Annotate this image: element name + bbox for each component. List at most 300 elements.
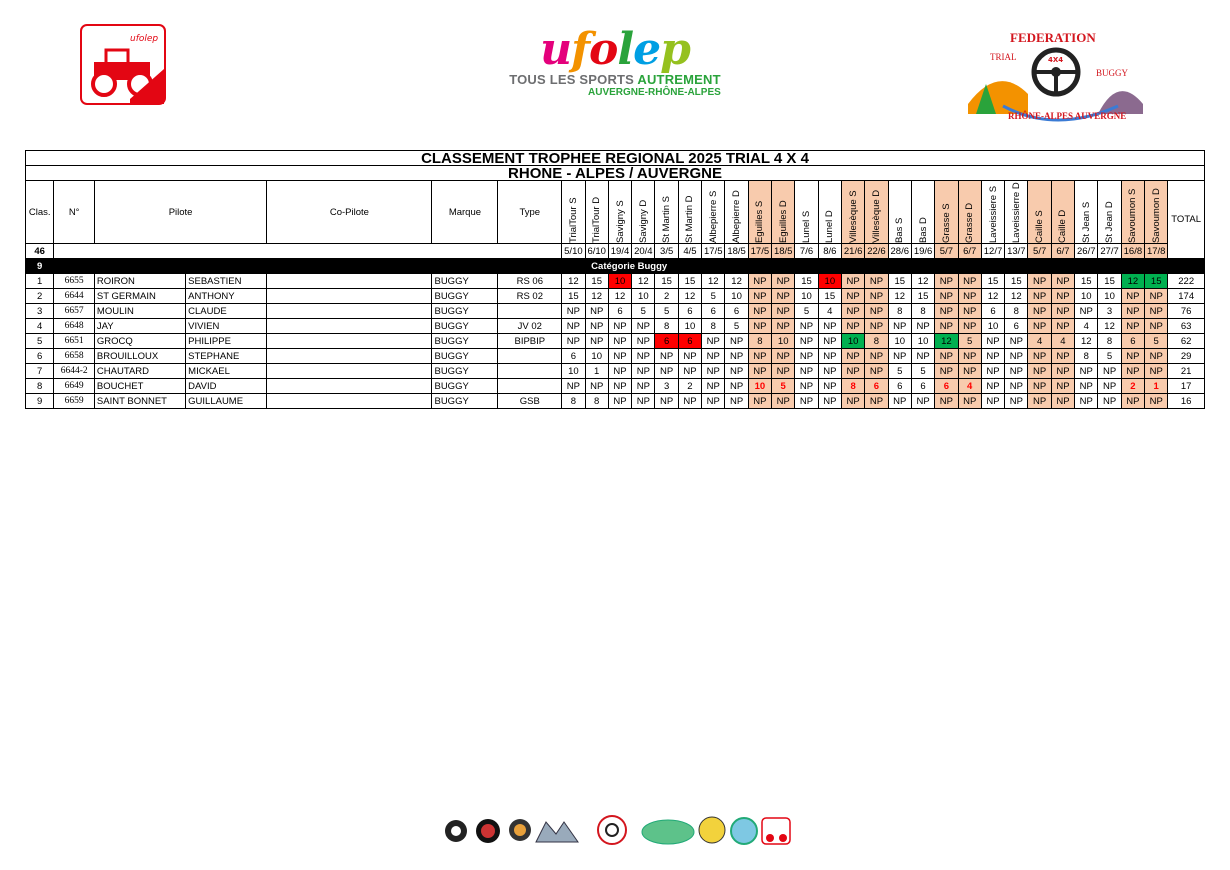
row-score: NP <box>935 289 958 304</box>
event-name: TrialTour S <box>567 197 579 243</box>
row-nom: MOULIN <box>94 304 185 319</box>
table-row <box>26 304 1205 319</box>
row-score: 3 <box>1098 304 1121 319</box>
row-score: 2 <box>1121 379 1144 394</box>
row-score: NP <box>795 394 818 409</box>
federation-trial-buggy-logo <box>958 24 1148 124</box>
row-total: 76 <box>1168 304 1205 319</box>
header-event <box>608 181 631 244</box>
table-title: CLASSEMENT TROPHEE REGIONAL 2025 TRIAL 4 X 4 <box>26 151 1205 166</box>
row-clas: 6 <box>26 349 54 364</box>
row-clas: 5 <box>26 334 54 349</box>
event-date: 5/10 <box>562 244 585 259</box>
row-score: 12 <box>562 274 585 289</box>
row-score: NP <box>608 379 631 394</box>
event-name: Laveissierre D <box>1010 182 1022 243</box>
row-num: 6648 <box>54 319 95 334</box>
row-score: NP <box>958 274 981 289</box>
ufolep-trial-logo <box>80 24 166 105</box>
category-count: 9 <box>26 259 54 274</box>
row-copilote <box>267 349 432 364</box>
row-score: 2 <box>678 379 701 394</box>
header-event <box>1028 181 1051 244</box>
row-score: NP <box>1098 394 1121 409</box>
row-score: NP <box>795 364 818 379</box>
row-num: 6659 <box>54 394 95 409</box>
row-score: NP <box>772 304 795 319</box>
row-score: 10 <box>678 319 701 334</box>
svg-text:RHÔNE-ALPES AUVERGNE: RHÔNE-ALPES AUVERGNE <box>1008 111 1127 121</box>
header-event <box>958 181 981 244</box>
row-score: NP <box>865 364 888 379</box>
event-date: 5/7 <box>1028 244 1051 259</box>
table-row <box>26 364 1205 379</box>
event-name: Eguilles D <box>777 200 789 243</box>
event-name: Albepierre S <box>707 190 719 243</box>
row-score: 12 <box>702 274 725 289</box>
row-score: NP <box>702 364 725 379</box>
row-score: 3 <box>655 379 678 394</box>
row-marque: BUGGY <box>432 289 498 304</box>
row-type <box>498 304 562 319</box>
row-score: 15 <box>911 289 934 304</box>
header-event <box>1051 181 1074 244</box>
row-score: NP <box>608 394 631 409</box>
competitor-count: 46 <box>26 244 54 259</box>
row-score: NP <box>1121 364 1144 379</box>
row-score: NP <box>1145 349 1168 364</box>
event-date: 20/4 <box>632 244 655 259</box>
row-score: NP <box>818 334 841 349</box>
row-score: 5 <box>725 319 748 334</box>
row-score: NP <box>655 394 678 409</box>
row-score: NP <box>748 349 771 364</box>
row-score: NP <box>865 349 888 364</box>
row-prenom: SEBASTIEN <box>186 274 267 289</box>
row-num: 6644-2 <box>54 364 95 379</box>
event-date: 18/5 <box>772 244 795 259</box>
row-score: NP <box>795 379 818 394</box>
row-num: 6658 <box>54 349 95 364</box>
row-score: NP <box>772 274 795 289</box>
row-score: NP <box>958 304 981 319</box>
row-score: NP <box>562 379 585 394</box>
row-score: NP <box>725 394 748 409</box>
row-score: NP <box>1051 379 1074 394</box>
event-name: Bas S <box>894 217 906 243</box>
ufolep-logo <box>500 24 730 108</box>
row-score: NP <box>725 364 748 379</box>
row-score: NP <box>935 304 958 319</box>
svg-text:FEDERATION: FEDERATION <box>1010 30 1096 45</box>
row-score: NP <box>725 334 748 349</box>
row-score: NP <box>702 349 725 364</box>
category-label: Catégorie Buggy <box>54 259 1205 274</box>
row-score: NP <box>1051 289 1074 304</box>
row-score: 10 <box>748 379 771 394</box>
row-score: NP <box>748 304 771 319</box>
event-name: Savigny S <box>614 200 626 243</box>
ufolep-region: AUVERGNE-RHÔNE-ALPES <box>588 87 721 98</box>
row-score: 10 <box>981 319 1004 334</box>
header-event <box>981 181 1004 244</box>
row-score: NP <box>1028 349 1051 364</box>
row-score: NP <box>958 319 981 334</box>
row-score: NP <box>725 349 748 364</box>
row-score: NP <box>632 379 655 394</box>
row-score: 5 <box>655 304 678 319</box>
row-score: 6 <box>562 349 585 364</box>
row-score: NP <box>608 349 631 364</box>
row-score: 4 <box>1028 334 1051 349</box>
header-event <box>725 181 748 244</box>
row-prenom: ANTHONY <box>186 289 267 304</box>
row-score: 8 <box>911 304 934 319</box>
header-event <box>632 181 655 244</box>
row-score: NP <box>1028 394 1051 409</box>
row-score: NP <box>818 364 841 379</box>
row-score: 5 <box>1098 349 1121 364</box>
row-score: NP <box>655 349 678 364</box>
row-score: 15 <box>1098 274 1121 289</box>
row-score: NP <box>1121 304 1144 319</box>
row-total: 62 <box>1168 334 1205 349</box>
header-type: Type <box>498 181 562 244</box>
row-total: 21 <box>1168 364 1205 379</box>
row-nom: ROIRON <box>94 274 185 289</box>
row-score: NP <box>935 349 958 364</box>
row-nom: BOUCHET <box>94 379 185 394</box>
event-name: St Jean S <box>1080 201 1092 243</box>
row-score: 12 <box>911 274 934 289</box>
sponsor-logo-5 <box>598 816 626 844</box>
row-score: NP <box>725 379 748 394</box>
row-score: NP <box>632 319 655 334</box>
sponsor-logo-8 <box>731 818 757 844</box>
header-event <box>865 181 888 244</box>
row-score: 4 <box>818 304 841 319</box>
header-event <box>562 181 585 244</box>
row-score: NP <box>865 289 888 304</box>
row-score: NP <box>608 334 631 349</box>
row-score: 8 <box>888 304 911 319</box>
row-score: NP <box>562 334 585 349</box>
row-score: NP <box>911 394 934 409</box>
event-date: 26/7 <box>1075 244 1098 259</box>
row-score: 10 <box>1075 289 1098 304</box>
row-score: NP <box>1121 394 1144 409</box>
row-score: 8 <box>1005 304 1028 319</box>
row-score: NP <box>818 394 841 409</box>
header-event <box>678 181 701 244</box>
event-date: 3/5 <box>655 244 678 259</box>
row-score: 6 <box>702 304 725 319</box>
row-score: NP <box>841 274 864 289</box>
row-score: 15 <box>1005 274 1028 289</box>
row-score: NP <box>981 394 1004 409</box>
row-score: NP <box>1121 349 1144 364</box>
row-copilote <box>267 304 432 319</box>
row-score: NP <box>935 274 958 289</box>
event-date: 27/7 <box>1098 244 1121 259</box>
row-score: NP <box>865 274 888 289</box>
row-score: 8 <box>585 394 608 409</box>
row-prenom: CLAUDE <box>186 304 267 319</box>
row-score: 8 <box>841 379 864 394</box>
row-score: 10 <box>562 364 585 379</box>
row-prenom: DAVID <box>186 379 267 394</box>
row-score: 15 <box>678 274 701 289</box>
event-date: 6/10 <box>585 244 608 259</box>
row-score: NP <box>585 319 608 334</box>
event-date: 17/5 <box>748 244 771 259</box>
row-score: 6 <box>608 304 631 319</box>
row-score: 10 <box>841 334 864 349</box>
row-score: NP <box>655 364 678 379</box>
row-score: 6 <box>678 304 701 319</box>
header-event <box>841 181 864 244</box>
row-clas: 4 <box>26 319 54 334</box>
row-score: 12 <box>888 289 911 304</box>
event-name: Villesèque D <box>870 189 882 243</box>
event-date: 28/6 <box>888 244 911 259</box>
row-total: 29 <box>1168 349 1205 364</box>
row-score: 12 <box>585 289 608 304</box>
event-name: Lunel S <box>801 210 813 243</box>
header-event <box>1121 181 1144 244</box>
header-total: TOTAL <box>1168 181 1205 259</box>
event-name: Villesèque S <box>847 190 859 243</box>
row-score: NP <box>748 319 771 334</box>
svg-text:TRIAL: TRIAL <box>990 52 1017 62</box>
row-marque: BUGGY <box>432 394 498 409</box>
row-score: NP <box>888 319 911 334</box>
row-score: NP <box>632 364 655 379</box>
header-num: N° <box>54 181 95 244</box>
row-score: NP <box>585 379 608 394</box>
row-copilote <box>267 364 432 379</box>
event-date: 13/7 <box>1005 244 1028 259</box>
sponsor-logo-1 <box>445 820 467 842</box>
header-event <box>655 181 678 244</box>
event-date: 8/6 <box>818 244 841 259</box>
event-name: St Jean D <box>1104 201 1116 243</box>
row-score: 15 <box>981 274 1004 289</box>
row-score: 4 <box>1075 319 1098 334</box>
header-pilote: Pilote <box>94 181 266 244</box>
row-score: NP <box>748 364 771 379</box>
row-nom: SAINT BONNET <box>94 394 185 409</box>
row-score: NP <box>1075 304 1098 319</box>
row-prenom: VIVIEN <box>186 319 267 334</box>
row-type: JV 02 <box>498 319 562 334</box>
row-score: NP <box>608 364 631 379</box>
row-score: 10 <box>585 349 608 364</box>
header-event <box>1005 181 1028 244</box>
header-event <box>888 181 911 244</box>
row-score: 5 <box>888 364 911 379</box>
row-marque: BUGGY <box>432 349 498 364</box>
row-score: NP <box>818 349 841 364</box>
row-score: NP <box>608 319 631 334</box>
row-marque: BUGGY <box>432 274 498 289</box>
row-score: NP <box>981 349 1004 364</box>
row-score: 8 <box>748 334 771 349</box>
row-score: NP <box>795 319 818 334</box>
row-score: 1 <box>585 364 608 379</box>
row-copilote <box>267 274 432 289</box>
row-score: NP <box>888 349 911 364</box>
row-score: 8 <box>655 319 678 334</box>
event-date: 21/6 <box>841 244 864 259</box>
row-score: 15 <box>585 274 608 289</box>
row-score: NP <box>748 289 771 304</box>
row-num: 6649 <box>54 379 95 394</box>
event-name: Savoumon D <box>1150 188 1162 243</box>
row-score: 5 <box>911 364 934 379</box>
row-score: NP <box>1005 379 1028 394</box>
row-score: NP <box>1005 394 1028 409</box>
row-total: 63 <box>1168 319 1205 334</box>
row-marque: BUGGY <box>432 334 498 349</box>
row-score: 6 <box>1005 319 1028 334</box>
row-copilote <box>267 289 432 304</box>
row-score: NP <box>772 349 795 364</box>
row-score: 15 <box>818 289 841 304</box>
row-total: 174 <box>1168 289 1205 304</box>
row-score: NP <box>795 334 818 349</box>
row-score: 15 <box>1075 274 1098 289</box>
row-score: NP <box>958 364 981 379</box>
row-prenom: PHILIPPE <box>186 334 267 349</box>
header-event <box>1145 181 1168 244</box>
sponsor-logo-7 <box>699 817 725 843</box>
row-score: 12 <box>1121 274 1144 289</box>
sponsor-logo-9 <box>762 818 790 844</box>
row-type: RS 02 <box>498 289 562 304</box>
row-score: 10 <box>795 289 818 304</box>
event-name: TrialTour D <box>591 196 603 243</box>
row-score: 1 <box>1145 379 1168 394</box>
row-clas: 3 <box>26 304 54 319</box>
event-name: Grasse S <box>940 203 952 243</box>
row-type <box>498 349 562 364</box>
event-name: St Martin S <box>661 196 673 243</box>
row-copilote <box>267 394 432 409</box>
row-score: NP <box>1121 289 1144 304</box>
row-nom: CHAUTARD <box>94 364 185 379</box>
row-score: NP <box>911 349 934 364</box>
row-nom: BROUILLOUX <box>94 349 185 364</box>
row-score: 4 <box>958 379 981 394</box>
sponsor-logos <box>442 812 792 848</box>
row-score: 5 <box>958 334 981 349</box>
row-score: 15 <box>562 289 585 304</box>
row-score: NP <box>772 319 795 334</box>
row-copilote <box>267 379 432 394</box>
header-clas: Clas. <box>26 181 54 244</box>
table-subtitle: RHONE - ALPES / AUVERGNE <box>26 166 1205 181</box>
event-date: 16/8 <box>1121 244 1144 259</box>
row-score: 12 <box>1098 319 1121 334</box>
event-name: Savigny D <box>637 199 649 243</box>
row-score: NP <box>981 334 1004 349</box>
row-score: 12 <box>725 274 748 289</box>
row-prenom: GUILLAUME <box>186 394 267 409</box>
row-score: 6 <box>678 334 701 349</box>
header-event <box>772 181 795 244</box>
row-score: NP <box>1145 364 1168 379</box>
header-marque: Marque <box>432 181 498 244</box>
row-score: 10 <box>608 274 631 289</box>
row-score: NP <box>1051 394 1074 409</box>
row-score: 6 <box>911 379 934 394</box>
event-date: 7/6 <box>795 244 818 259</box>
row-score: NP <box>1098 379 1121 394</box>
event-name: Eguilles S <box>754 200 766 243</box>
row-score: 5 <box>1145 334 1168 349</box>
table-row <box>26 349 1205 364</box>
row-score: 15 <box>1145 274 1168 289</box>
row-score: NP <box>1005 364 1028 379</box>
row-score: 15 <box>795 274 818 289</box>
row-score: NP <box>865 304 888 319</box>
row-nom: GROCQ <box>94 334 185 349</box>
row-num: 6651 <box>54 334 95 349</box>
row-score: NP <box>1028 304 1051 319</box>
row-score: 6 <box>865 379 888 394</box>
row-score: NP <box>1145 319 1168 334</box>
row-score: NP <box>865 319 888 334</box>
sponsor-logo-4 <box>536 822 578 842</box>
row-score: NP <box>841 289 864 304</box>
row-clas: 7 <box>26 364 54 379</box>
row-score: NP <box>935 319 958 334</box>
row-score: NP <box>935 364 958 379</box>
row-score: 12 <box>632 274 655 289</box>
ufolep-slogan: TOUS LES SPORTS AUTREMENT <box>509 72 721 87</box>
row-marque: BUGGY <box>432 364 498 379</box>
header-event <box>795 181 818 244</box>
row-score: 12 <box>935 334 958 349</box>
row-score: NP <box>841 394 864 409</box>
row-type: BIPBIP <box>498 334 562 349</box>
event-date: 6/7 <box>958 244 981 259</box>
row-score: NP <box>748 394 771 409</box>
row-score: 6 <box>655 334 678 349</box>
table-row <box>26 394 1205 409</box>
event-date: 17/5 <box>702 244 725 259</box>
row-copilote <box>267 334 432 349</box>
row-score: NP <box>1028 289 1051 304</box>
row-score: 10 <box>725 289 748 304</box>
event-name: Savoumon S <box>1127 188 1139 243</box>
row-score: NP <box>1051 349 1074 364</box>
row-score: NP <box>772 289 795 304</box>
row-score: NP <box>1051 319 1074 334</box>
table-row <box>26 319 1205 334</box>
row-score: 12 <box>981 289 1004 304</box>
table-row <box>26 289 1205 304</box>
row-score: NP <box>1051 304 1074 319</box>
row-marque: BUGGY <box>432 304 498 319</box>
row-prenom: STEPHANE <box>186 349 267 364</box>
row-score: NP <box>585 334 608 349</box>
sponsor-logo-3 <box>509 819 531 841</box>
event-date: 19/6 <box>911 244 934 259</box>
row-score: 8 <box>1098 334 1121 349</box>
row-total: 17 <box>1168 379 1205 394</box>
